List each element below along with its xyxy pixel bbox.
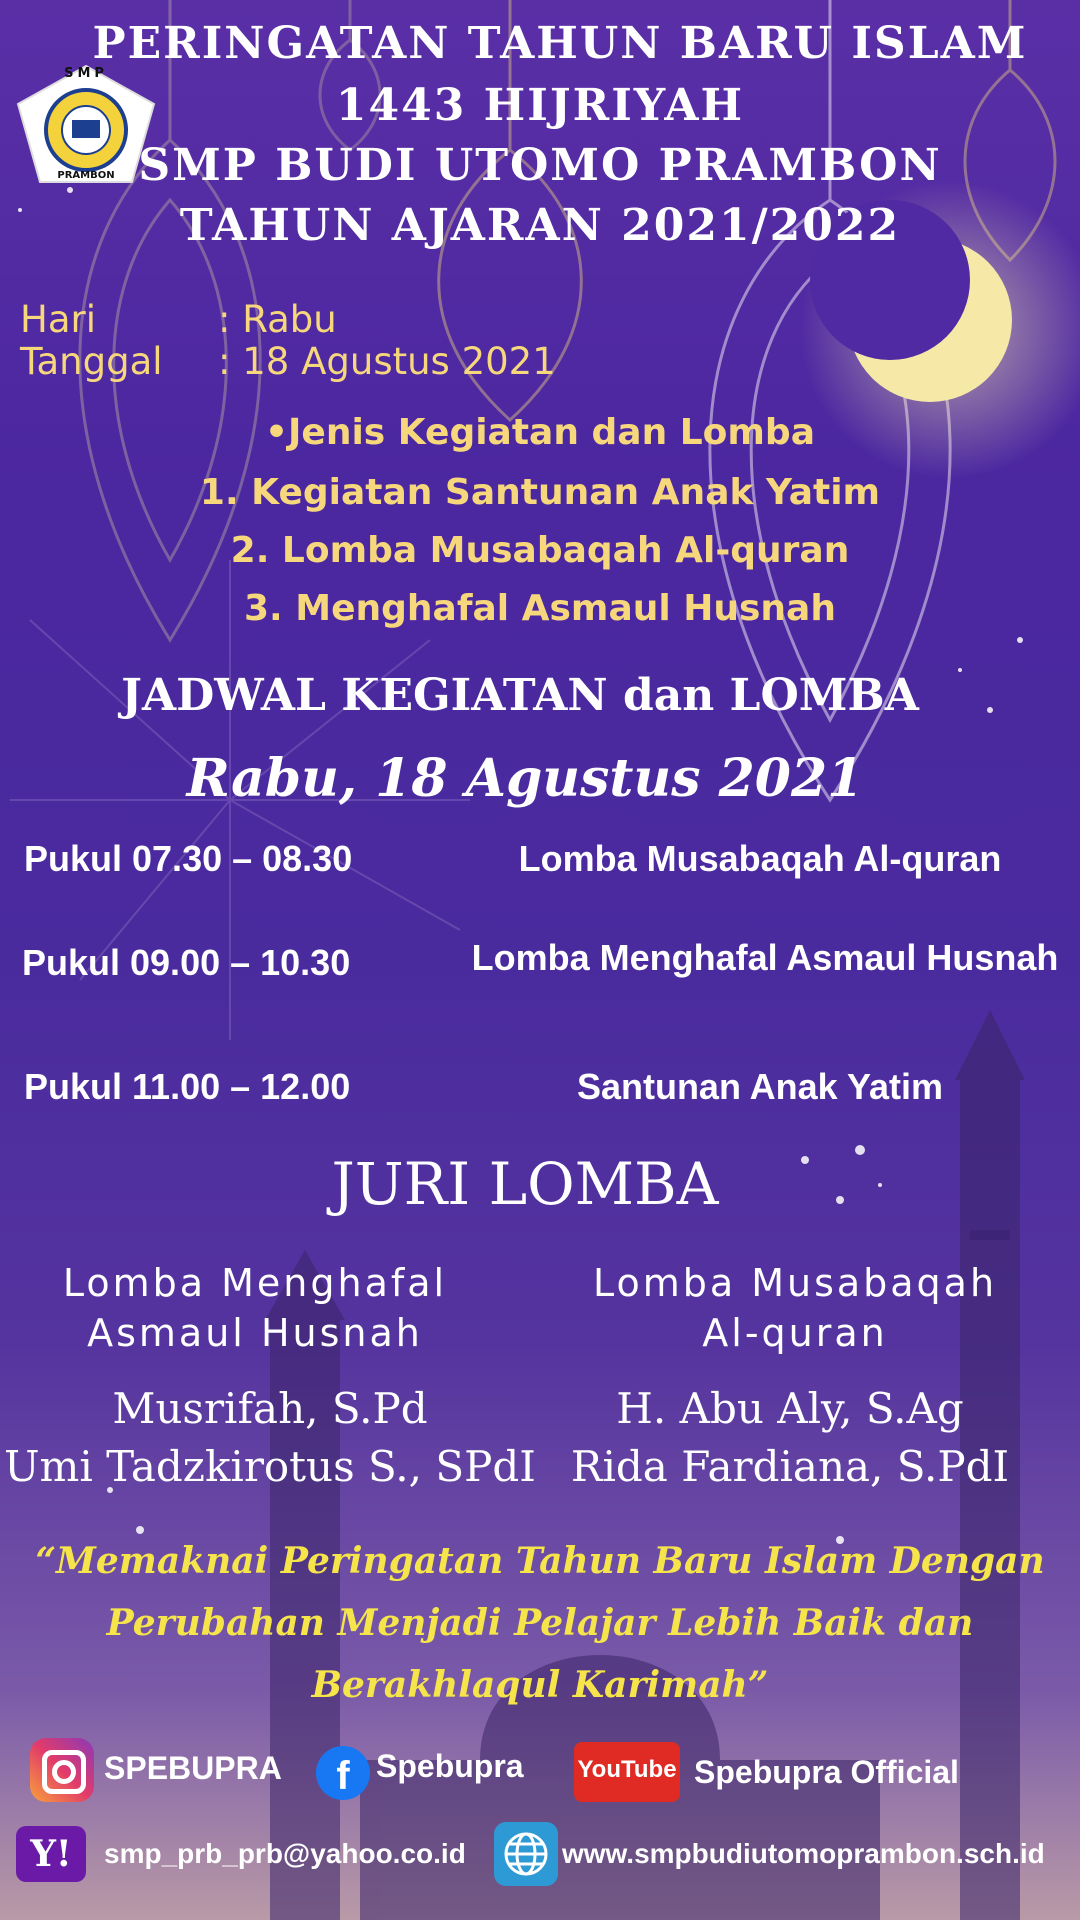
quote-line-3: Berakhlaqul Karimah” [311,1664,769,1706]
title-line-3: SMP BUDI UTOMO PRAMBON [138,140,942,191]
schedule-time: Pukul 11.00 – 12.00 [24,1066,351,1107]
logo-top-text: SMP [64,66,108,81]
judge-heading-left: Lomba Menghafal Asmaul Husnah [62,1261,448,1355]
day-label: Hari [20,298,96,341]
activities-heading: •Jenis Kegiatan dan Lomba [265,412,815,453]
schedule-event: Lomba Menghafal Asmaul Husnah [471,937,1059,978]
judge-name: Umi Tadzkirotus S., SPdI [4,1442,536,1491]
schedule-event: Santunan Anak Yatim [576,1066,944,1107]
judges-title: JURI LOMBA [331,1150,719,1218]
globe-icon[interactable] [494,1822,558,1886]
quote-line-1: “Memaknai Peringatan Tahun Baru Islam Dengan [35,1540,1045,1582]
schedule-event: Lomba Musabaqah Al-quran [518,838,1002,879]
judge-name: Rida Fardiana, S.PdI [570,1442,1010,1491]
schedule-time: Pukul 07.30 – 08.30 [24,838,353,879]
title-line-1: PERINGATAN TAHUN BARU ISLAM [92,18,1028,69]
judge-name: H. Abu Aly, S.Ag [616,1384,964,1433]
title-line-2: 1443 HIJRIYAH [335,80,745,131]
facebook-handle[interactable]: Spebupra [376,1748,524,1784]
schedule-title: JADWAL KEGIATAN dan LOMBA [121,670,919,721]
schedule-time: Pukul 09.00 – 10.30 [22,942,351,983]
facebook-icon[interactable]: f [316,1746,370,1800]
day-value: : Rabu [218,298,337,341]
website-url[interactable]: www.smpbudiutomoprambon.sch.id [562,1838,1045,1869]
instagram-icon[interactable] [30,1738,94,1802]
activity-item: 3. Menghafal Asmaul Husnah [244,588,836,629]
date-label: Tanggal [20,340,163,383]
activity-item: 2. Lomba Musabaqah Al-quran [230,530,850,571]
yahoo-icon[interactable]: Y! [16,1826,86,1882]
activity-item: 1. Kegiatan Santunan Anak Yatim [199,472,881,513]
youtube-channel[interactable]: Spebupra Official [694,1754,959,1790]
logo-bottom-text: PRAMBON [57,170,115,181]
judge-name: Musrifah, S.Pd [112,1384,428,1433]
title-line-4: TAHUN AJARAN 2021/2022 [179,200,901,251]
judge-heading-right: Lomba Musabaqah Al-quran [592,1261,998,1355]
quote-line-2: Perubahan Menjadi Pelajar Lebih Baik dan [106,1602,974,1644]
date-value: : 18 Agustus 2021 [218,340,556,383]
instagram-handle[interactable]: SPEBUPRA [104,1750,282,1786]
email-address[interactable]: smp_prb_prb@yahoo.co.id [104,1838,466,1869]
youtube-icon[interactable]: YouTube [574,1742,680,1802]
schedule-date: Rabu, 18 Agustus 2021 [186,748,864,809]
